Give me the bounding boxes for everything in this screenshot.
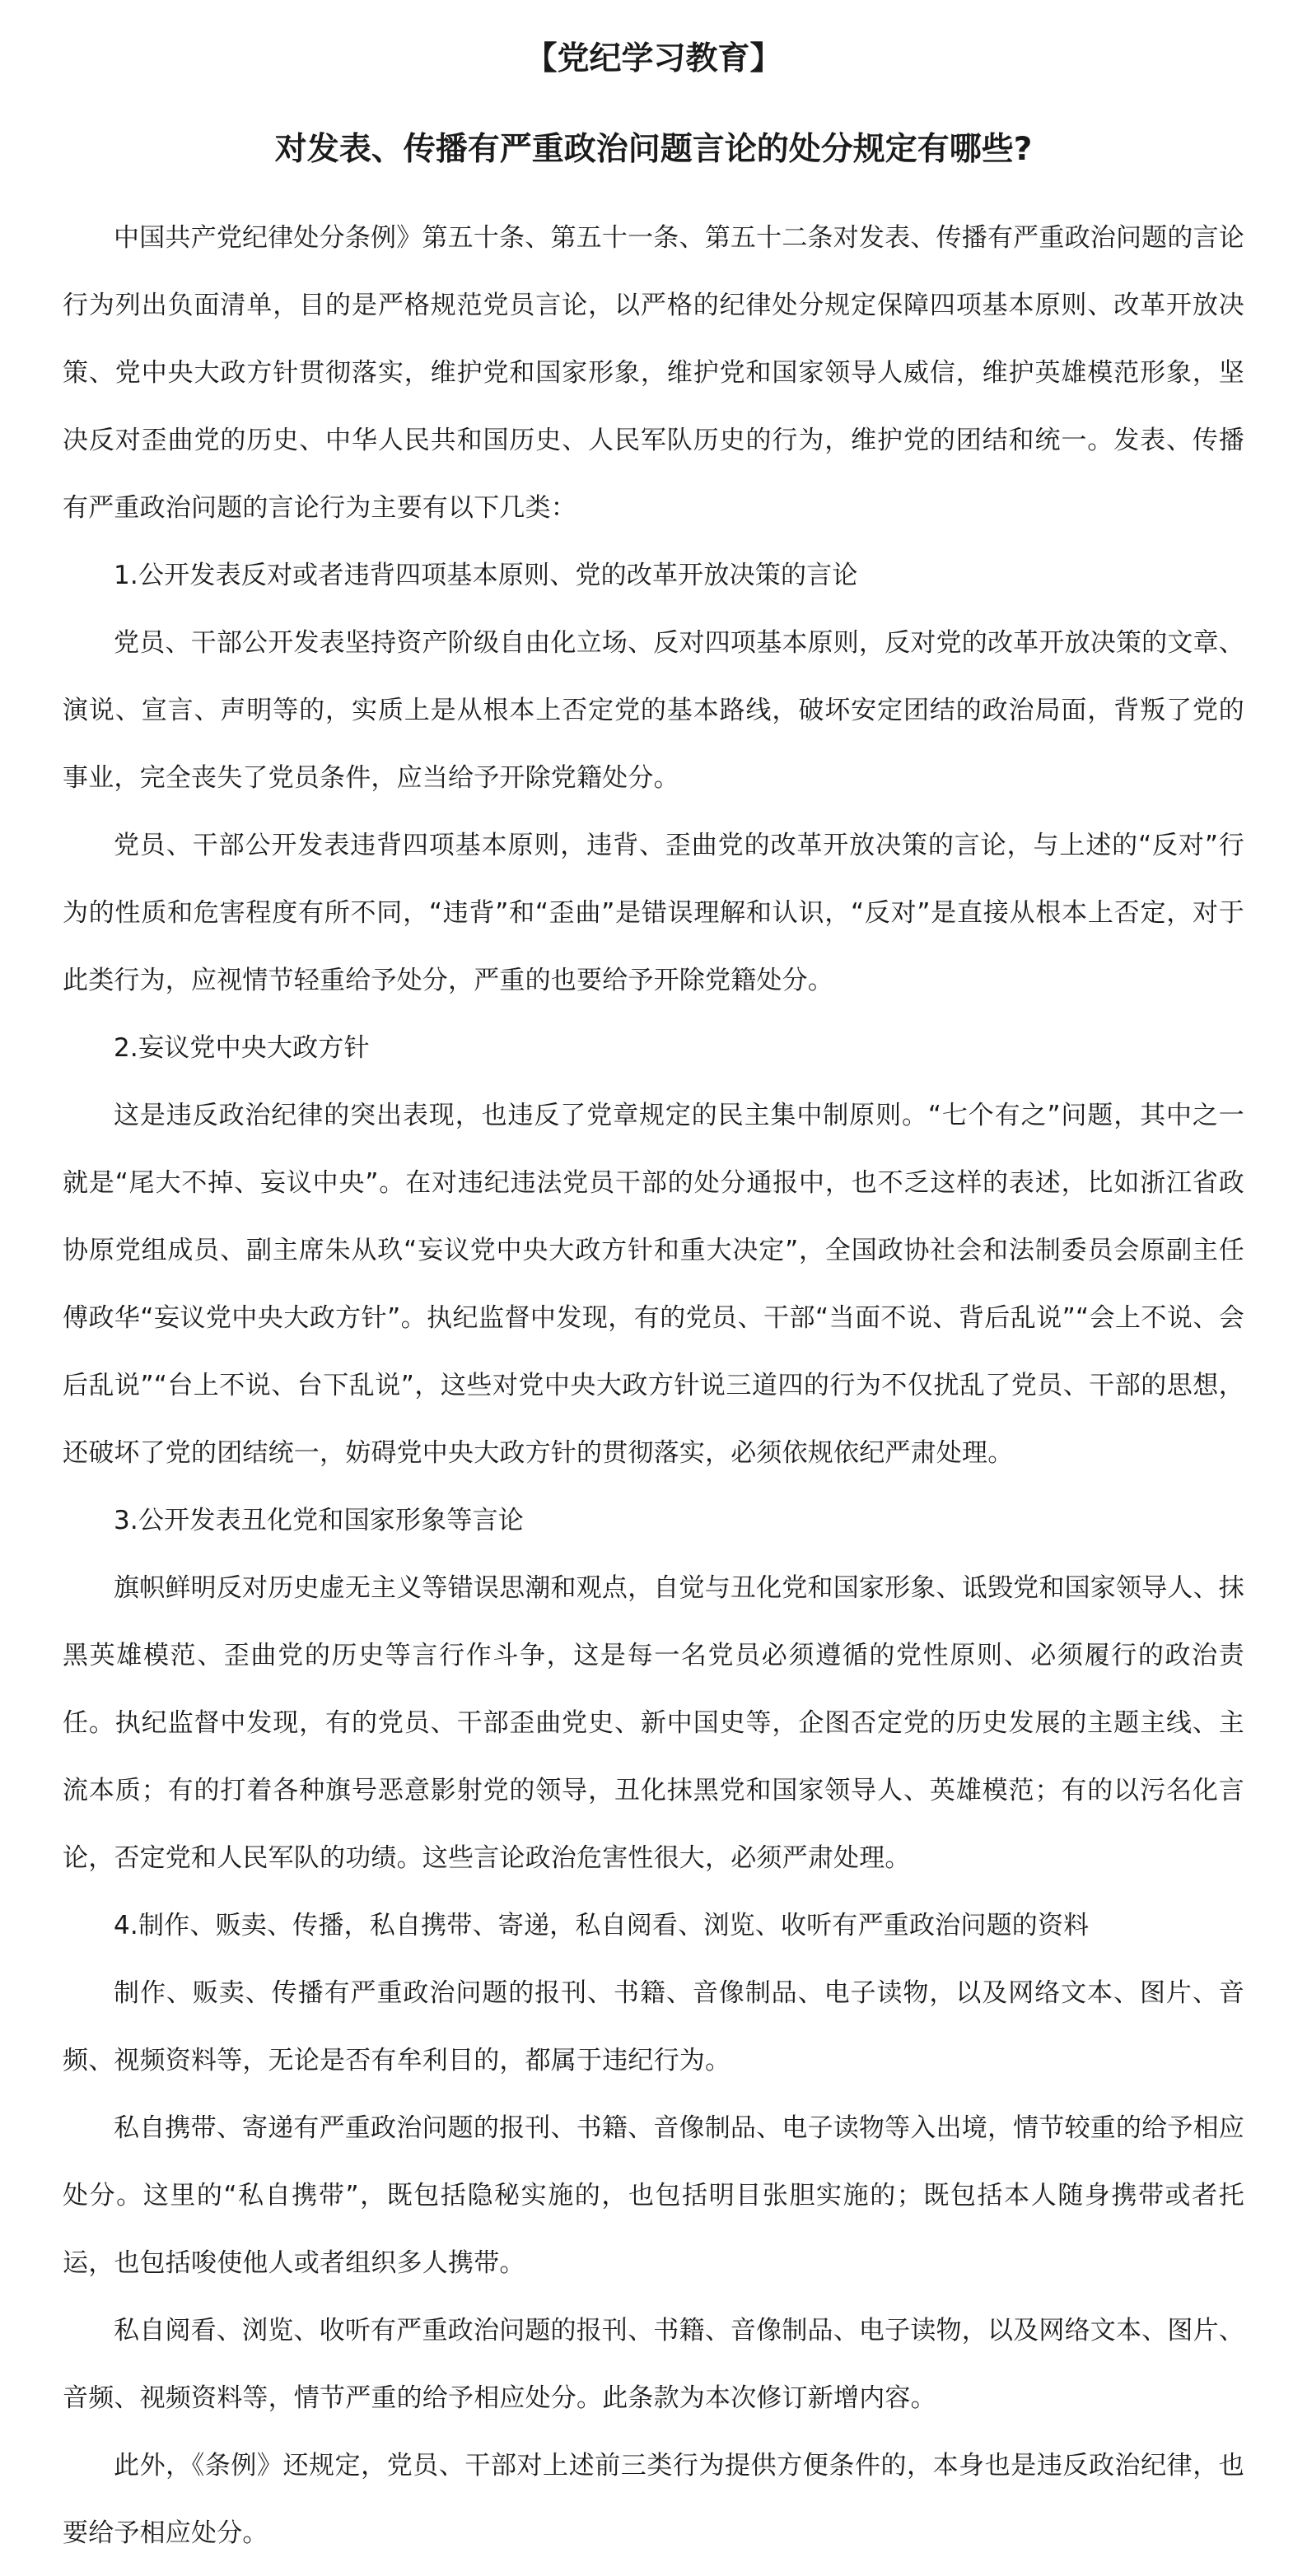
- section-heading-1: 1.公开发表反对或者违背四项基本原则、党的改革开放决策的言论: [114, 561, 858, 590]
- paragraph: 制作、贩卖、传播有严重政治问题的报刊、书籍、音像制品、电子读物，以及网络文本、图片、音频、视频资料等，无论是否有牟利目的，都属于违纪行为。: [63, 1978, 1244, 2075]
- paragraph: 党员、干部公开发表坚持资产阶级自由化立场、反对四项基本原则，反对党的改革开放决策的文章、演说、宣言、声明等的，实质上是从根本上否定党的基本路线，破坏安定团结的政治局面，背叛了党的事业，完全丧失了党员条件，应当给予开除党籍处分。: [63, 628, 1244, 793]
- column-kicker: 【党纪学习教育】: [525, 40, 782, 77]
- section-heading-2: 2.妄议党中央大政方针: [114, 1033, 370, 1063]
- paragraph: 私自阅看、浏览、收听有严重政治问题的报刊、书籍、音像制品、电子读物，以及网络文本、图片、音频、视频资料等，情节严重的给予相应处分。此条款为本次修订新增内容。: [63, 2316, 1244, 2413]
- article-body: [63, 204, 1244, 2567]
- section-heading-3: 3.公开发表丑化党和国家形象等言论: [114, 1506, 524, 1535]
- section-heading-4: 4.制作、贩卖、传播，私自携带、寄递，私自阅看、浏览、收听有严重政治问题的资料: [114, 1911, 1090, 1940]
- paragraph: 旗帜鲜明反对历史虚无主义等错误思潮和观点，自觉与丑化党和国家形象、诋毁党和国家领导人、抹黑英雄模范、歪曲党的历史等言行作斗争，这是每一名党员必须遵循的党性原则、必须履行的政治责任。执纪监督中发现，有的党员、干部歪曲党史、新中国史等，企图否定党的历史发展的主题主线、主流本质；有的打着各种旗号恶意影射党的领导，丑化抹黑党和国家领导人、英雄模范；有的以污名化言论，否定党和人民军队的功绩。这些言论政治危害性很大，必须严肃处理。: [63, 1573, 1244, 1873]
- paragraph: 党员、干部公开发表违背四项基本原则，违背、歪曲党的改革开放决策的言论，与上述的“反对”行为的性质和危害程度有所不同，“违背”和“歪曲”是错误理解和认识，“反对”是直接从根本上否定，对于此类行为，应视情节轻重给予处分，严重的也要给予开除党籍处分。: [63, 831, 1244, 995]
- paragraph: 私自携带、寄递有严重政治问题的报刊、书籍、音像制品、电子读物等入出境，情节较重的给予相应处分。这里的“私自携带”，既包括隐秘实施的，也包括明目张胆实施的；既包括本人随身携带或者托运，也包括唆使他人或者组织多人携带。: [63, 2113, 1244, 2278]
- paragraph: 这是违反政治纪律的突出表现，也违反了党章规定的民主集中制原则。“七个有之”问题，其中之一就是“尾大不掉、妄议中央”。在对违纪违法党员干部的处分通报中，也不乏这样的表述，比如浙江省政协原党组成员、副主席朱从玖“妄议党中央大政方针和重大决定”，全国政协社会和法制委员会原副主任傅政华“妄议党中央大政方针”。执纪监督中发现，有的党员、干部“当面不说、背后乱说”“会上不说、会后乱说”“台上不说、台下乱说”，这些对党中央大政方针说三道四的行为不仅扰乱了党员、干部的思想，还破坏了党的团结统一，妨碍党中央大政方针的贯彻落实，必须依规依纪严肃处理。: [63, 1101, 1244, 1468]
- article-title: 对发表、传播有严重政治问题言论的处分规定有哪些?: [274, 131, 1033, 168]
- paragraph-intro: 中国共产党纪律处分条例》第五十条、第五十一条、第五十二条对发表、传播有严重政治问题的言论行为列出负面清单，目的是严格规范党员言论，以严格的纪律处分规定保障四项基本原则、改革开放决策、党中央大政方针贯彻落实，维护党和国家形象，维护党和国家领导人威信，维护英雄模范形象，坚决反对歪曲党的历史、中华人民共和国历史、人民军队历史的行为，维护党的团结和统一。发表、传播有严重政治问题的言论行为主要有以下几类：: [63, 223, 1244, 523]
- paragraph-closing: 此外，《条例》还规定，党员、干部对上述前三类行为提供方便条件的，本身也是违反政治纪律，也要给予相应处分。: [63, 2451, 1244, 2548]
